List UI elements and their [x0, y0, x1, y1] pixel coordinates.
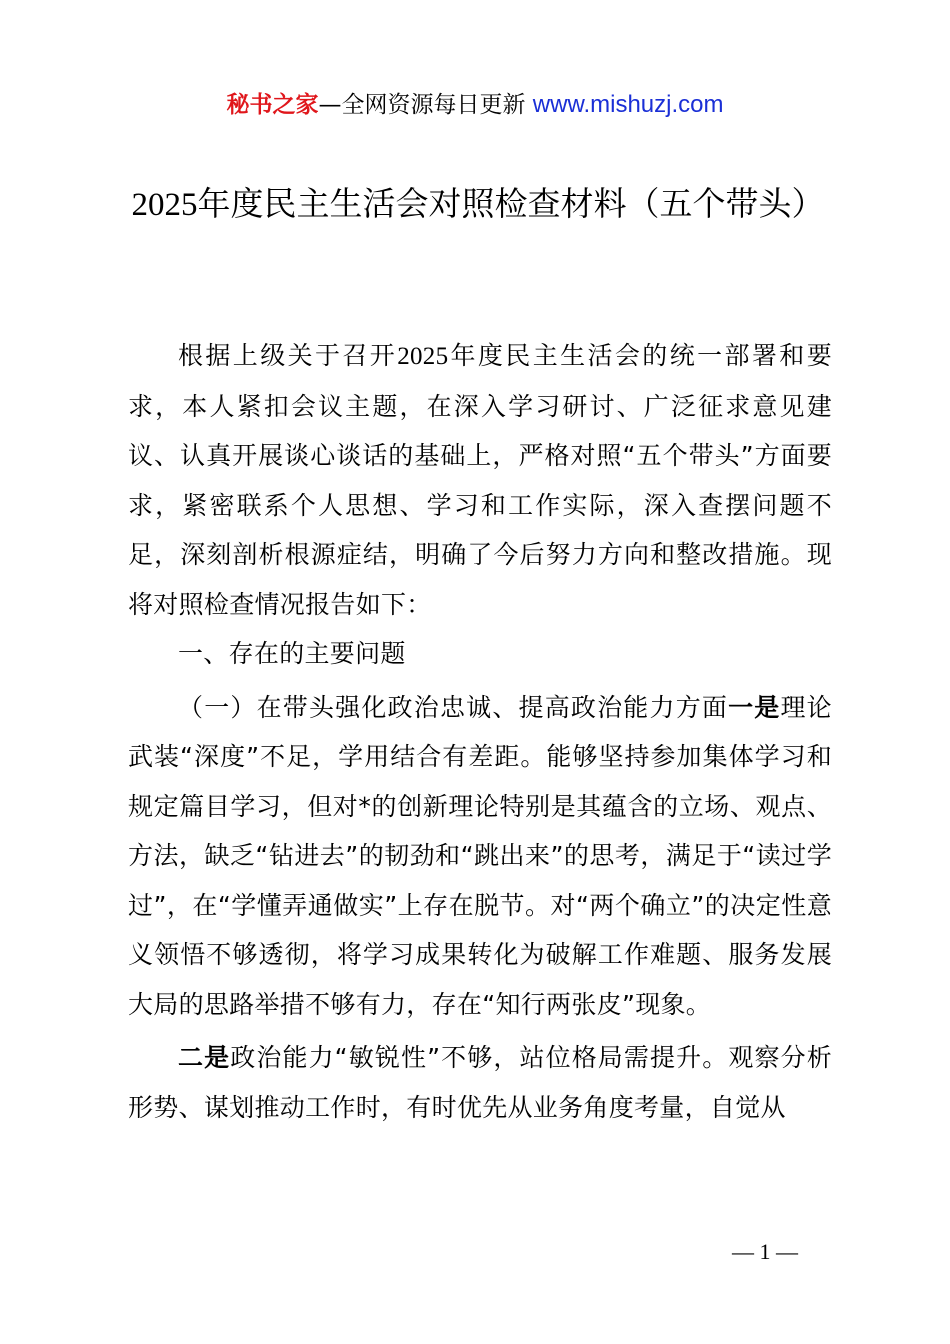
section-heading: 一、存在的主要问题: [178, 639, 406, 668]
intro-before-year: 根据上级关于召开: [178, 341, 398, 370]
item-text-2: 政治能力“敏锐性”不够，站位格局需提升。观察分析形势、谋划推动工作时，有时优先从业务角度考量，自觉从: [128, 1043, 832, 1122]
site-header: [0, 88, 950, 122]
intro-year: 2025: [397, 343, 449, 370]
intro-after-year: 年度民主生活会的统一部署和要求，本人紧扣会议主题，在深入学习研讨、广泛征求意见建议、认真开展谈心谈话的基础上，严格对照“五个带头”方面要求，紧密联系个人思想、学习和工作实际，深入查摆问题不足，深刻剖析根源症结，明确了今后努力方向和整改措施。现将对照检查情况报告如下：: [128, 341, 832, 619]
item-text-1: 理论武装“深度”不足，学用结合有差距。能够坚持参加集体学习和规定篇目学习，但对*的创新理论特别是其蕴含的立场、观点、方法，缺乏“钻进去”的韧劲和“跳出来”的思考，满足于“读过学过”，在“学懂弄通做实”上存在脱节。对“两个确立”的决定性意义领悟不够透彻，将学习成果转化为破解工作难题、服务发展大局的思路举措不够有力，存在“知行两张皮”现象。: [128, 692, 832, 1019]
site-url-link[interactable]: www.mishuzj.com: [532, 91, 724, 118]
document-body: [128, 331, 832, 1132]
document-title: [128, 180, 828, 229]
item-marker-2: 二是: [178, 1043, 231, 1072]
item-paragraph-2: [128, 1033, 832, 1132]
subsection-heading: （一）在带头强化政治忠诚、提高政治能力方面: [178, 692, 729, 722]
page-number: — 1 —: [732, 1239, 798, 1264]
brand-name: 秘书之家: [226, 92, 319, 118]
subsection-paragraph: [128, 683, 832, 1030]
title-text: 年度民主生活会对照检查材料（五个带头）: [197, 184, 825, 223]
header-tagline: —全网资源每日更新: [318, 92, 533, 118]
intro-paragraph: [128, 331, 832, 629]
item-marker-1: 一是: [728, 692, 781, 722]
title-year: 2025: [131, 187, 198, 223]
